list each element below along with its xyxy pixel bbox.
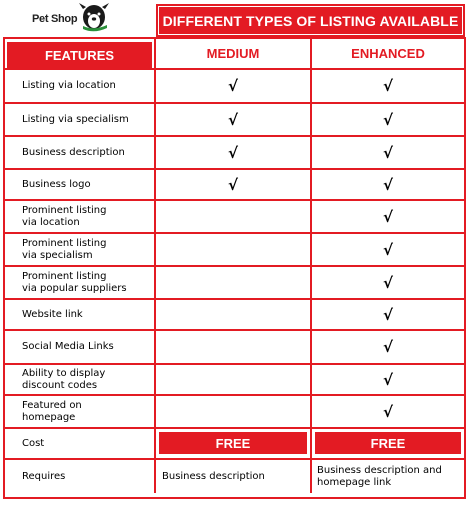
feature-label xyxy=(22,368,105,392)
feature-label: Listing via location xyxy=(22,80,116,91)
medium-price-badge xyxy=(159,432,307,454)
table-row xyxy=(5,70,464,104)
logo-text: Pet Shop xyxy=(32,13,78,25)
table-row xyxy=(5,104,464,137)
feature-cell xyxy=(5,137,156,168)
medium-cell xyxy=(156,137,312,168)
enhanced-price-label: FREE xyxy=(370,435,406,451)
feature-cell xyxy=(5,201,156,232)
medium-cell xyxy=(156,365,312,394)
feature-label: Social Media Links xyxy=(22,341,114,352)
feature-label xyxy=(22,205,106,229)
feature-label-line: discount codes xyxy=(22,379,98,391)
cost-row xyxy=(5,429,464,460)
requires-row xyxy=(5,460,464,493)
table-row xyxy=(5,137,464,170)
medium-cell xyxy=(156,70,312,102)
medium-cell xyxy=(156,104,312,135)
feature-label-line: Prominent listing xyxy=(22,270,107,282)
check-icon: √ xyxy=(227,110,238,129)
check-icon: √ xyxy=(382,273,393,292)
header-medium-cell xyxy=(156,39,312,68)
check-icon: √ xyxy=(382,110,393,129)
enhanced-cell xyxy=(312,170,464,199)
feature-label xyxy=(22,400,82,424)
feature-label xyxy=(22,238,106,262)
enhanced-cell xyxy=(312,365,464,394)
pet-shop-logo xyxy=(22,3,150,33)
feature-label: Business description xyxy=(22,146,125,158)
listing-types-banner xyxy=(156,4,465,37)
enhanced-price-badge xyxy=(315,432,461,454)
feature-label: Business logo xyxy=(22,178,91,190)
check-icon: √ xyxy=(382,338,393,356)
feature-cell xyxy=(5,267,156,298)
feature-label-line: Ability to display xyxy=(22,367,106,379)
feature-cell xyxy=(5,104,156,135)
enhanced-cell xyxy=(312,137,464,168)
requires-medium-cell xyxy=(156,460,312,493)
feature-label xyxy=(22,271,127,295)
feature-cell xyxy=(5,300,156,329)
feature-label-line: Featured on xyxy=(22,399,82,411)
check-icon: √ xyxy=(227,77,238,95)
feature-cell xyxy=(5,234,156,265)
requires-label: Requires xyxy=(22,470,66,482)
check-icon: √ xyxy=(382,402,393,421)
feature-label: Website link xyxy=(22,308,83,320)
table-row xyxy=(5,300,464,331)
enhanced-cell xyxy=(312,234,464,265)
features-header-label: FEATURES xyxy=(44,47,115,63)
requires-enhanced-text-line: Business description and xyxy=(317,464,442,476)
cost-label-cell xyxy=(5,429,156,458)
check-icon: √ xyxy=(227,175,238,194)
feature-label-line: homepage xyxy=(22,411,76,423)
feature-cell xyxy=(5,365,156,394)
feature-label-line: via location xyxy=(22,216,80,228)
table-row xyxy=(5,365,464,396)
feature-label-line: Prominent listing xyxy=(22,237,107,249)
check-icon: √ xyxy=(382,175,393,194)
check-icon: √ xyxy=(382,305,393,324)
check-icon: √ xyxy=(382,370,393,389)
cost-medium-cell xyxy=(156,429,312,458)
feature-label-line: Prominent listing xyxy=(22,204,107,216)
check-icon: √ xyxy=(382,207,393,226)
feature-label: Listing via specialism xyxy=(22,113,129,125)
listing-comparison-table xyxy=(3,37,466,499)
medium-cell xyxy=(156,170,312,199)
feature-label-line: via popular suppliers xyxy=(22,282,127,294)
requires-enhanced-cell xyxy=(312,460,464,493)
medium-price-label: FREE xyxy=(215,435,251,451)
cost-label: Cost xyxy=(22,437,45,449)
cost-enhanced-cell xyxy=(312,429,464,458)
feature-cell xyxy=(5,70,156,102)
check-icon: √ xyxy=(382,143,393,162)
enhanced-header-label: ENHANCED xyxy=(351,46,425,61)
requires-medium-text: Business description xyxy=(162,470,265,482)
features-header-box xyxy=(7,42,152,68)
medium-cell xyxy=(156,234,312,265)
feature-cell xyxy=(5,170,156,199)
enhanced-cell xyxy=(312,396,464,427)
table-row xyxy=(5,234,464,267)
check-icon: √ xyxy=(382,77,393,95)
check-icon: √ xyxy=(227,143,238,162)
check-icon: √ xyxy=(382,240,393,259)
table-row xyxy=(5,396,464,429)
header-enhanced-cell xyxy=(312,39,464,68)
enhanced-cell xyxy=(312,104,464,135)
enhanced-cell xyxy=(312,267,464,298)
dog-icon xyxy=(77,3,111,33)
medium-cell xyxy=(156,201,312,232)
table-row xyxy=(5,331,464,365)
enhanced-cell xyxy=(312,70,464,102)
medium-cell xyxy=(156,331,312,363)
medium-cell xyxy=(156,396,312,427)
banner-title: DIFFERENT TYPES OF LISTING AVAILABLE xyxy=(162,12,459,29)
requires-label-cell xyxy=(5,460,156,493)
feature-label-line: via specialism xyxy=(22,249,93,261)
header-features-cell xyxy=(5,39,156,68)
enhanced-cell xyxy=(312,201,464,232)
table-row xyxy=(5,170,464,201)
requires-enhanced-text xyxy=(317,465,442,489)
feature-cell xyxy=(5,396,156,427)
table-row xyxy=(5,201,464,234)
medium-cell xyxy=(156,300,312,329)
table-row xyxy=(5,267,464,300)
medium-header-label: MEDIUM xyxy=(206,46,260,61)
table-header-row xyxy=(5,39,464,70)
enhanced-cell xyxy=(312,300,464,329)
feature-cell xyxy=(5,331,156,363)
enhanced-cell xyxy=(312,331,464,363)
requires-enhanced-text-line: homepage link xyxy=(317,476,392,488)
medium-cell xyxy=(156,267,312,298)
